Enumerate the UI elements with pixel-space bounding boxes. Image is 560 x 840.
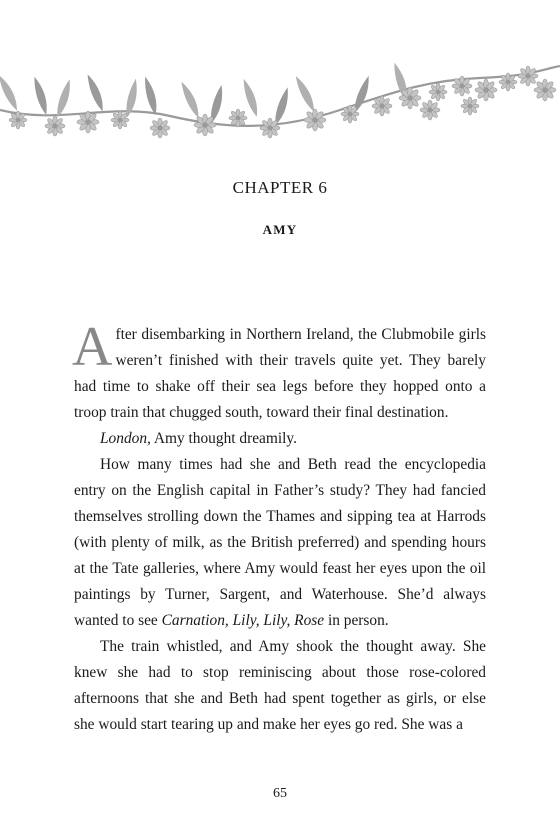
page-number: 65 (273, 786, 287, 801)
leaf (30, 75, 51, 115)
paragraph-3-end: in person. (324, 612, 389, 629)
flower-center (268, 126, 273, 131)
flower-center (202, 122, 208, 128)
flower (399, 87, 421, 109)
flower (111, 111, 129, 129)
flower-center (312, 117, 318, 123)
flower-center (506, 80, 511, 85)
paragraph-1-text: fter disembarking in Northern Ireland, the Clubmobile girls weren’t finished with their travels quite yet. They barely had time to shake off their sea legs before they hopped onto a troop train that chugged south, toward their final destination. (74, 326, 486, 421)
flower (9, 111, 27, 129)
flower-center (460, 84, 465, 89)
flower-center (436, 90, 441, 95)
flower (475, 79, 497, 101)
leaf (0, 73, 22, 112)
painting-title: Carnation, Lily, Lily, Rose (161, 612, 325, 629)
flower-center (118, 118, 123, 123)
flower-center (236, 116, 241, 121)
flower (260, 118, 280, 138)
drop-cap: A (72, 316, 113, 378)
leaf (83, 73, 107, 113)
flower (304, 109, 326, 131)
leaf (141, 75, 161, 116)
chapter-body (72, 316, 486, 738)
flower-center (526, 74, 531, 79)
chapter-heading: CHAPTER 6 (232, 178, 328, 197)
paragraph-4 (74, 634, 486, 738)
flower-center (483, 87, 489, 93)
flower-center (158, 126, 163, 131)
leaf (177, 80, 203, 119)
flower (518, 66, 538, 86)
flower-center (380, 104, 385, 109)
flower (77, 111, 99, 133)
flower (194, 114, 216, 136)
flower-center (428, 108, 433, 113)
flower-center (16, 118, 21, 123)
paragraph-2-text: Amy thought dreamily. (150, 430, 297, 447)
paragraph-2 (74, 426, 486, 452)
floral-banner (0, 40, 560, 150)
flower-center (85, 119, 91, 125)
leaf (292, 74, 319, 113)
flower (420, 100, 440, 120)
flower-center (468, 104, 473, 109)
paragraph-3-text: How many times had she and Beth read the encyclopedia entry on the English capital in Father’s study? They had fancied themselves strolling down the Thames and sipping tea at Harrods (with plenty of milk, as the British preferred) and spending hours at the Tate galleries, where Amy would feast her eyes upon the oil paintings by Turner, Sargent, and Waterhouse. She’d always wanted to see (74, 456, 486, 629)
paragraph-3 (74, 452, 486, 634)
flower (452, 76, 472, 96)
leaf (55, 78, 73, 119)
flower-center (348, 112, 353, 117)
flower-center (542, 87, 548, 93)
flower (150, 118, 170, 138)
flower (461, 97, 479, 115)
flower-center (407, 95, 413, 101)
flower (429, 83, 447, 101)
flower (372, 96, 392, 116)
flower (499, 73, 517, 91)
flower (45, 116, 65, 136)
flower (229, 109, 247, 127)
paragraph-2-italic: London, (100, 430, 151, 447)
paragraph-4-text: The train whistled, and Amy shook the thought away. She knew she had to stop reminiscing about those rose-colored afternoons that she and Beth had spent together as girls, or else she would start tearing up and make her eyes go red. She was a (74, 638, 486, 733)
paragraph-1 (72, 316, 486, 426)
flower (341, 105, 359, 123)
flower (534, 79, 556, 101)
flower-center (53, 124, 58, 129)
chapter-name: AMY (262, 222, 298, 237)
